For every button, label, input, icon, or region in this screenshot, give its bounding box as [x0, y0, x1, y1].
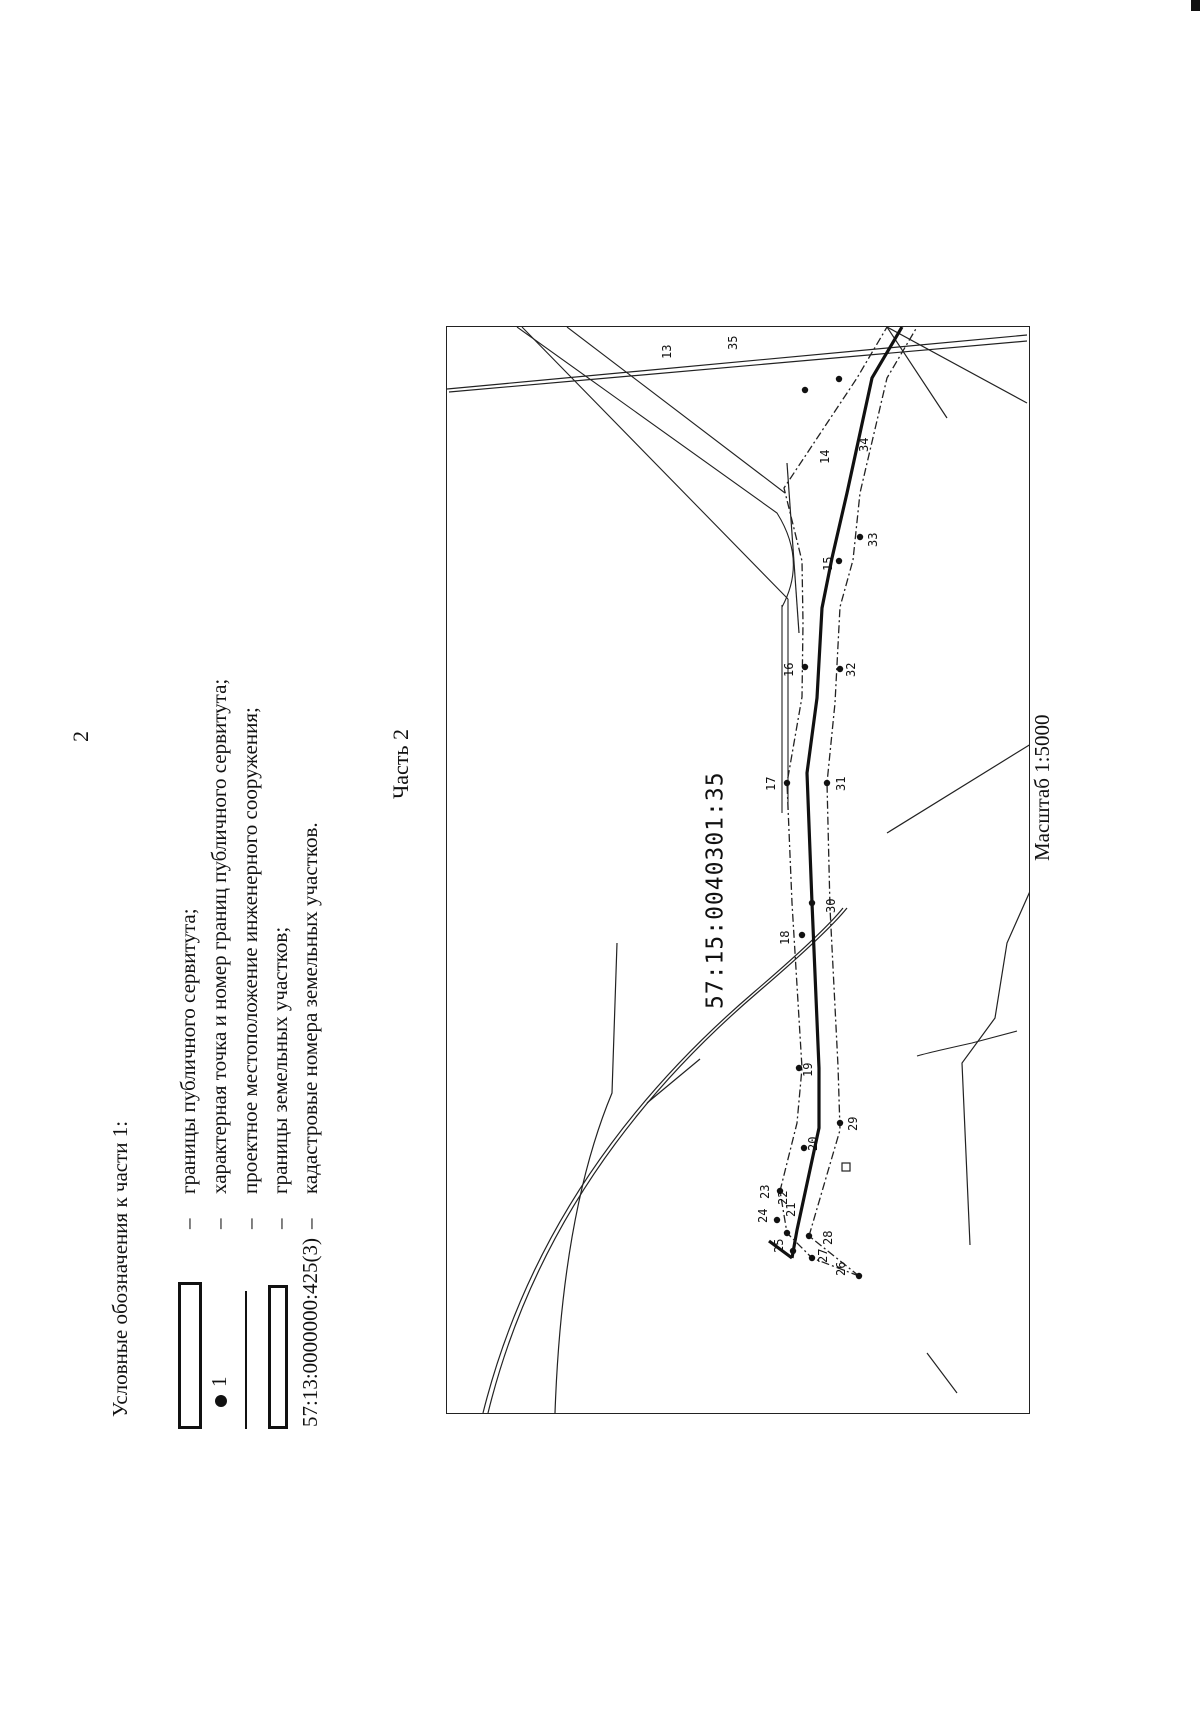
legend-dash: –: [298, 1218, 322, 1229]
legend-item-engineering-structure: проектное местоположение инженерного сооружения;: [238, 707, 262, 1194]
servitude-boundary: [780, 327, 917, 1276]
point-label-30: 30: [824, 898, 838, 913]
cadastral-label: [168, 771, 729, 1009]
point-26: [856, 1273, 862, 1279]
legend-dash: –: [268, 1218, 292, 1229]
point-30: [809, 900, 815, 906]
point-label-32: 32: [844, 662, 858, 677]
point-label-16: 16: [782, 662, 796, 677]
point-label-23: 23: [758, 1184, 772, 1199]
point-label-28: 28: [821, 1230, 835, 1245]
point-symbol-label: 1: [207, 1376, 231, 1387]
point-14: [802, 387, 808, 393]
legend-item-servitude-boundary: границы публичного сервитута;: [176, 908, 200, 1194]
point-label-24: 24: [756, 1208, 770, 1223]
point-27: [809, 1255, 815, 1261]
point-label-18: 18: [778, 930, 792, 945]
point-25: [790, 1248, 796, 1254]
point-33: [857, 534, 863, 540]
point-label-22: 22: [776, 1190, 790, 1205]
point-symbol: [207, 1377, 232, 1408]
point-label-29: 29: [846, 1116, 860, 1131]
point-label-19: 19: [801, 1062, 815, 1077]
page-number: 2: [68, 731, 93, 742]
point-18: [799, 932, 805, 938]
point-17: [784, 780, 790, 786]
legend-item-land-boundaries: границы земельных участков;: [268, 926, 292, 1194]
legend-title: Условные обозначения к части 1:: [108, 1120, 132, 1417]
point-label-35: 35: [726, 335, 740, 350]
point-32: [837, 666, 843, 672]
scale-label: Масштаб 1:5000: [1030, 714, 1054, 861]
point-labels: [756, 533, 880, 1276]
legend-dash: –: [176, 1218, 200, 1229]
legend-item-cadastral-numbers: кадастровые номера земельных участков.: [298, 822, 322, 1194]
cadastral-label-text: 57:15:0040301:35: [702, 771, 729, 1009]
point-label-26: 26: [834, 1261, 848, 1276]
point-label-21: 21: [784, 1202, 798, 1217]
point-label-27: 27: [816, 1248, 830, 1263]
point-dot-icon: [215, 1395, 227, 1407]
point-label-15: 15: [821, 556, 835, 571]
point-24: [774, 1217, 780, 1223]
point-label-33: 33: [866, 532, 880, 547]
point-28: [806, 1233, 812, 1239]
point-label-14: 14: [818, 449, 832, 464]
part-title: Часть 2: [388, 729, 413, 799]
legend-dash: –: [207, 1218, 231, 1229]
cadastral-code-example: 57:13:0000000:425(3): [298, 1238, 322, 1427]
legend-item-characteristic-point: характерная точка и номер границ публичного сервитута;: [207, 678, 231, 1194]
point-label-17: 17: [764, 776, 778, 791]
point-label-20: 20: [806, 1136, 820, 1151]
point-15: [836, 558, 842, 564]
land-boundary-symbol: [268, 1285, 288, 1429]
point-16: [802, 664, 808, 670]
small-square-marker: [842, 1163, 850, 1171]
point-31: [824, 780, 830, 786]
point-34: [836, 376, 842, 382]
legend-dash: –: [238, 1218, 262, 1229]
engineering-structure-symbol: [245, 1291, 247, 1429]
point-label-31: 31: [834, 776, 848, 791]
point-label-25: 25: [772, 1238, 786, 1253]
point-label-13: 13: [660, 344, 674, 359]
point-label-34: 34: [857, 437, 871, 452]
point-21: [784, 1230, 790, 1236]
point-29: [837, 1120, 843, 1126]
servitude-boundary-symbol: [178, 1282, 202, 1429]
